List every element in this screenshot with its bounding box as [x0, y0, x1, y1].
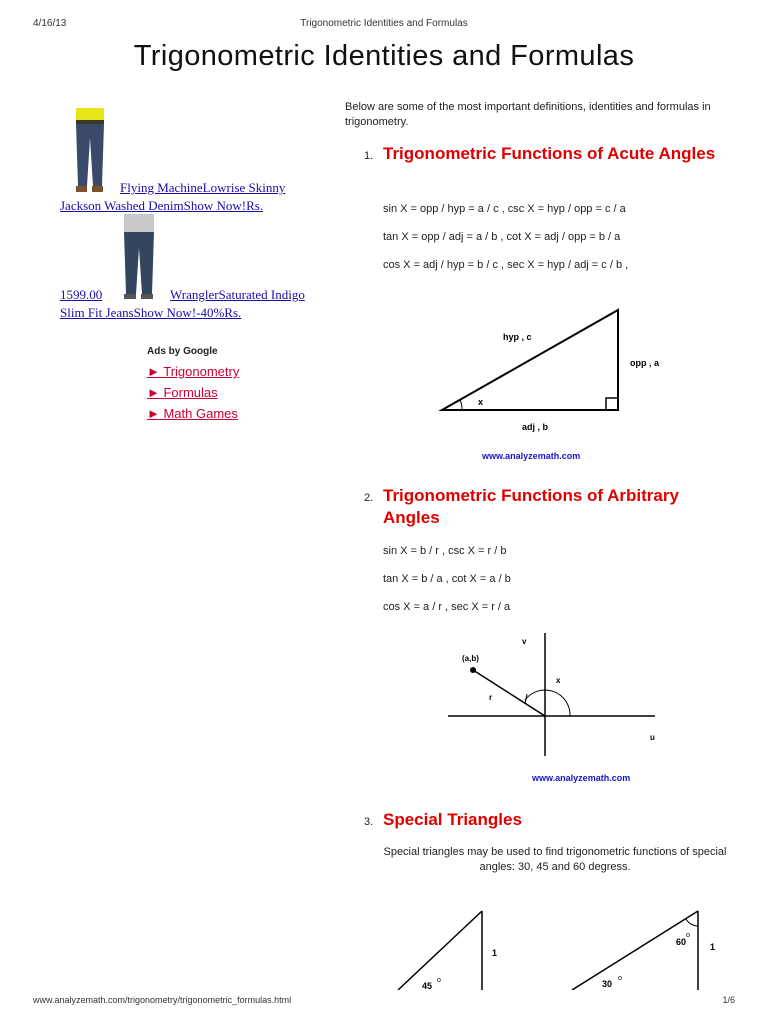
section-title-special: Special Triangles: [383, 810, 522, 829]
print-date: 4/16/13: [33, 18, 67, 29]
label-r: r: [489, 693, 493, 702]
label-t1-side: 1: [492, 948, 498, 958]
section-number-3: 3.: [364, 816, 374, 828]
ad-link-2-line2[interactable]: Slim Fit JeansShow Now!-40%Rs.: [60, 305, 242, 320]
label-t2-deg-bottom: o: [618, 975, 622, 982]
intro-text: Below are some of the most important definitions, identities and formulas in trigonometry.: [345, 101, 711, 128]
site-credit-1: www.analyzemath.com: [482, 451, 581, 461]
special-triangles-figure: [390, 905, 720, 990]
label-adj: adj , b: [522, 422, 549, 432]
label-opp: opp , a: [630, 358, 659, 368]
section-number-1: 1.: [364, 150, 374, 162]
label-hyp: hyp , c: [503, 332, 532, 342]
ad-link-1-line1[interactable]: Flying MachineLowrise Skinny: [120, 180, 286, 195]
formula-arbitrary-3: cos X = a / r , sec X = r / a: [383, 601, 511, 613]
jeans-image-2[interactable]: [108, 214, 170, 300]
site-credit-2: www.analyzemath.com: [532, 773, 631, 783]
ads-by-google-label[interactable]: Ads by Google: [147, 346, 218, 357]
formula-arbitrary-1: sin X = b / r , csc X = r / b: [383, 545, 507, 557]
ad-link-math-games[interactable]: ► Math Games: [147, 406, 238, 421]
formula-arbitrary-2: tan X = b / a , cot X = a / b: [383, 573, 511, 585]
label-t2-angle-bottom: 30: [602, 979, 613, 989]
label-angle-x2: x: [556, 676, 561, 685]
label-axis-v: v: [522, 637, 527, 646]
page-title: Trigonometric Identities and Formulas: [133, 40, 635, 72]
formula-acute-3: cos X = adj / hyp = b / c , sec X = hyp / adj = c / b ,: [383, 259, 629, 271]
special-triangles-text: Special triangles may be used to find trigonometric functions of special angles: 30, 45 and 60 degress.: [383, 846, 727, 873]
footer-url: www.analyzemath.com/trigonometry/trigonometric_formulas.html: [33, 995, 292, 1005]
ad-price-2[interactable]: 1599.00: [60, 287, 103, 302]
label-t2-angle-top: 60: [676, 937, 687, 947]
jeans-image-1[interactable]: [58, 108, 122, 194]
right-triangle-figure: [430, 300, 670, 470]
label-t1-deg: o: [437, 977, 441, 984]
formula-acute-2: tan X = opp / adj = a / b , cot X = adj / opp = b / a: [383, 231, 621, 243]
section-title-arbitrary: Trigonometric Functions of Arbitrary Angles: [383, 486, 679, 527]
section-title-acute: Trigonometric Functions of Acute Angles: [383, 144, 716, 163]
label-t1-angle: 45: [422, 981, 433, 990]
ad-link-formulas[interactable]: ► Formulas: [147, 385, 218, 400]
formula-acute-1: sin X = opp / hyp = a / c , csc X = hyp / opp = c / a: [383, 203, 626, 215]
section-number-2: 2.: [364, 492, 374, 504]
ad-link-trigonometry[interactable]: ► Trigonometry: [147, 364, 240, 379]
print-title: Trigonometric Identities and Formulas: [300, 18, 468, 29]
label-angle-x: x: [478, 397, 484, 407]
unit-circle-figure: [440, 628, 670, 793]
label-axis-u: u: [650, 733, 655, 742]
label-t2-deg-top: o: [686, 932, 690, 939]
footer-page-number: 1/6: [722, 995, 735, 1005]
label-point-ab: (a,b): [462, 654, 479, 663]
ad-link-2-line1[interactable]: WranglerSaturated Indigo: [170, 287, 305, 302]
label-t2-side: 1: [710, 942, 716, 952]
ad-link-1-line2[interactable]: Jackson Washed DenimShow Now!Rs.: [60, 198, 264, 213]
